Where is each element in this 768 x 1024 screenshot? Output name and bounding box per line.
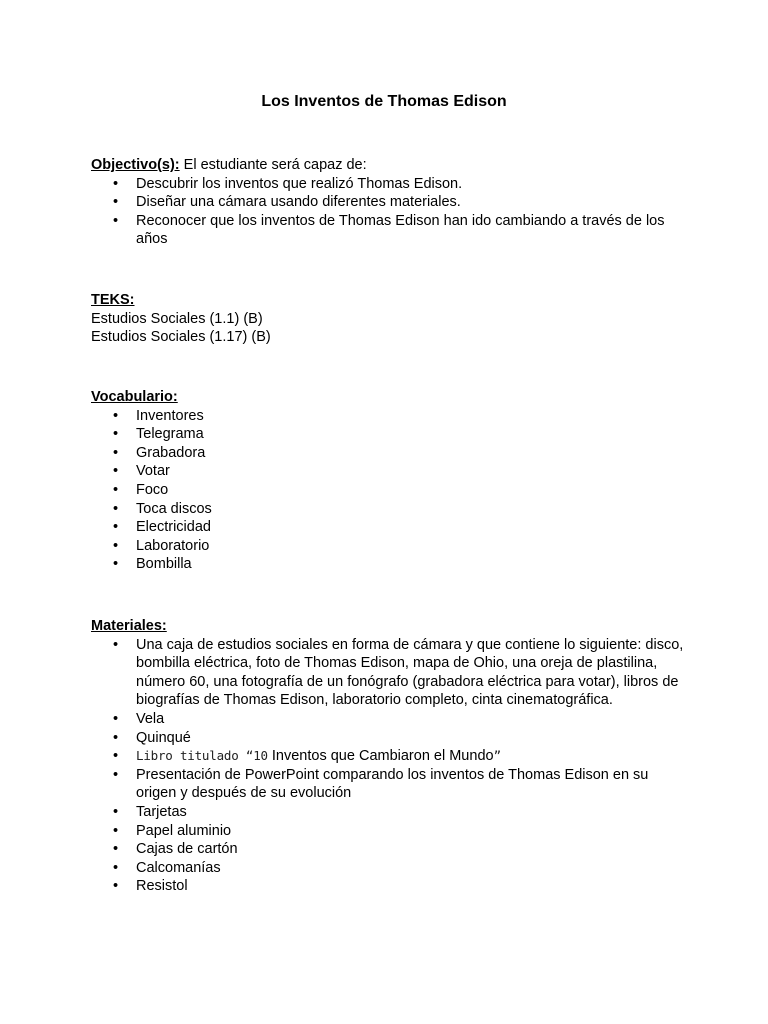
document-title: Los Inventos de Thomas Edison	[261, 93, 507, 110]
list-item: • Presentación de PowerPoint comparando los inventos de Thomas Edison en su origen y después de su evolución	[91, 766, 691, 803]
teks-line: Estudios Sociales (1.1) (B)	[91, 310, 263, 327]
list-item: • Cajas de cartón	[91, 840, 691, 859]
list-item: • Bombilla	[91, 555, 691, 574]
list-item: • Inventores	[91, 407, 691, 426]
vocabulario-heading: Vocabulario:	[91, 389, 178, 405]
list-item-prefix: Libro titulado “10	[136, 748, 268, 764]
list-item: • Vela	[91, 710, 691, 729]
list-item-close-quote: ”	[493, 748, 501, 764]
vocabulario-section	[91, 388, 691, 574]
list-item: • Electricidad	[91, 518, 691, 537]
objetivos-intro: El estudiante será capaz de:	[179, 157, 367, 173]
list-item: • Grabadora	[91, 444, 691, 463]
list-item: • Calcomanías	[91, 859, 691, 878]
teks-heading: TEKS:	[91, 292, 135, 308]
objetivos-list	[91, 175, 691, 249]
objetivos-heading: Objectivo(s):	[91, 157, 180, 173]
materiales-section	[91, 617, 691, 896]
list-item: • Una caja de estudios sociales en forma de cámara y que contiene lo siguiente: disco, bombilla eléctrica, foto de Thomas Edison, mapa de Ohio, una oreja de plastilina, número 60, una fotografía de un fonógrafo (grabadora eléctrica para votar), libros de biografías de Thomas Edison, laboratorio completo, cinta cinematográfica.	[91, 636, 691, 710]
list-item	[91, 747, 691, 766]
teks-line: Estudios Sociales (1.17) (B)	[91, 329, 271, 346]
list-item: • Descubrir los inventos que realizó Thomas Edison.	[91, 175, 691, 194]
objetivos-line	[91, 156, 691, 175]
list-item-text: Inventos que Cambiaron el Mundo	[267, 748, 494, 765]
vocabulario-list	[91, 407, 691, 574]
materiales-list	[91, 636, 691, 896]
list-item: • Toca discos	[91, 500, 691, 519]
list-item: • Reconocer que los inventos de Thomas Edison han ido cambiando a través de los años	[91, 212, 691, 249]
objetivos-section	[91, 156, 691, 249]
list-item: • Diseñar una cámara usando diferentes materiales.	[91, 193, 691, 212]
list-item: • Telegrama	[91, 425, 691, 444]
list-item: • Tarjetas	[91, 803, 691, 822]
materiales-heading: Materiales:	[91, 618, 167, 634]
list-item: • Quinqué	[91, 729, 691, 748]
list-item: • Laboratorio	[91, 537, 691, 556]
list-item: • Votar	[91, 462, 691, 481]
list-item: • Foco	[91, 481, 691, 500]
list-item: • Resistol	[91, 877, 691, 896]
teks-section	[91, 291, 691, 347]
list-item: • Papel aluminio	[91, 822, 691, 841]
